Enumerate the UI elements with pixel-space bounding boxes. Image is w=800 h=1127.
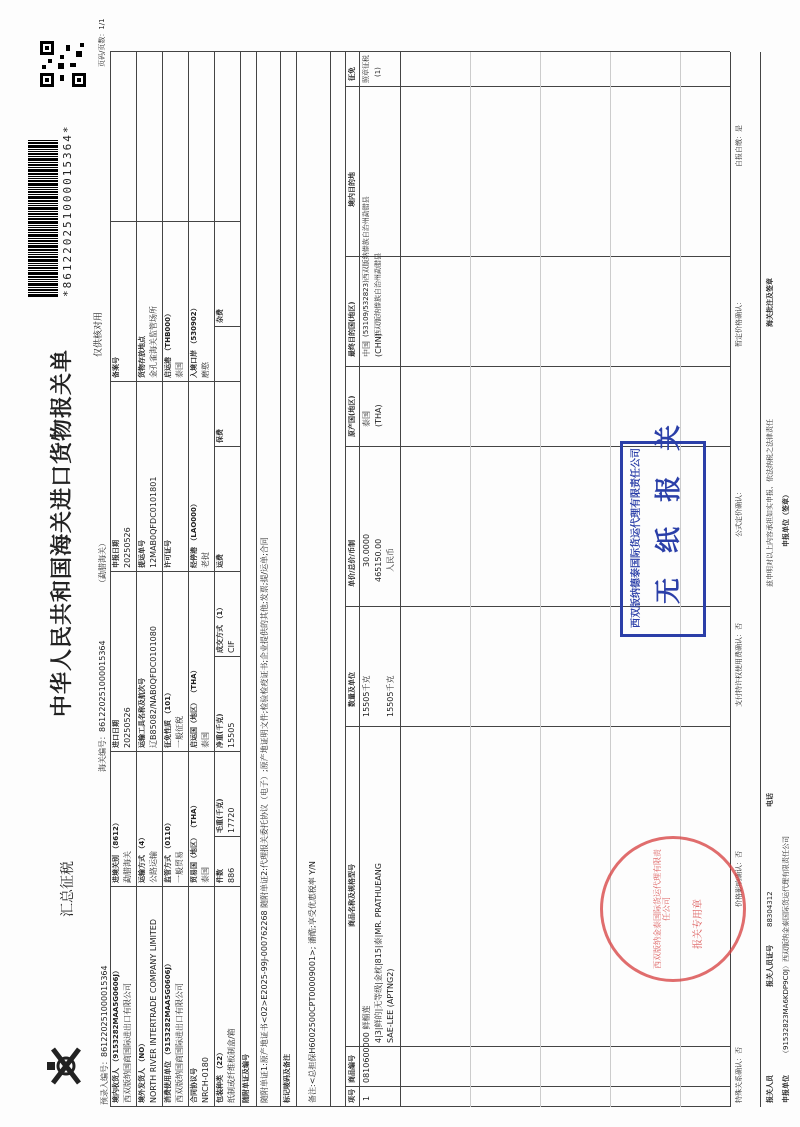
entry-customs-value: 勐腊海关 [123, 851, 132, 883]
unit-label: 申报单位 [782, 1075, 790, 1103]
goods-header-name: 商品名称及规格型号 [348, 864, 356, 927]
goods-item-total-price: 465150.00 [374, 538, 383, 582]
transport-name-label: 运输工具名称及航次号 [138, 678, 146, 748]
tax-confirm: 公式定价确认： [735, 488, 743, 537]
goods-header-code: 商品编号 [348, 1055, 356, 1083]
entry-port-label: 入境口岸 （530902） [190, 304, 198, 378]
goods-item-name-line2: SAE-LEE (APTNG2) [386, 968, 395, 1043]
company-seal: 西双版纳金泰国际货运代理有限责任公司 报关专用章 [600, 836, 746, 982]
pieces-value: 886 [227, 867, 236, 883]
contract-label: 合同协议号 [190, 1068, 198, 1103]
deal-label: 成交方式 （1） [216, 603, 224, 653]
filing-no-label: 备案号 [112, 357, 120, 378]
customs-emblem-icon [45, 1045, 87, 1087]
goods-item-levy: 照章征税 [362, 55, 370, 83]
goods-item-origin: 泰国 [362, 411, 371, 427]
goods-item-name-line1: 4|3|鲜的|无等级|金枕|815|泰|MR. PRATHUEANG [374, 863, 383, 1043]
departure-port-value: 泰国 [175, 362, 184, 378]
paperless-declaration-stamp: 西双版纳德泰国际货运代理有限责任公司 无 纸 报 关 [620, 441, 706, 637]
supervision-value: 一般贸易 [175, 851, 184, 883]
goods-header-qty: 数量及单位 [348, 672, 356, 707]
trade-country-label: 贸易国（地区） （THA） [190, 801, 198, 883]
goods-item-code: 0810600000 鲜榴莲 [362, 1005, 371, 1083]
insurance-label: 保费 [216, 429, 224, 443]
consumer-value: 西双版纳国商国际进出口有限公司 [175, 983, 184, 1103]
royalty: 支付特许权使用费确认：否 [735, 623, 743, 707]
declare-date-value: 20250526 [123, 527, 132, 568]
import-date-value: 20250526 [123, 707, 132, 748]
prerecord-number: 预录入编号：861220251000015364 [100, 965, 109, 1105]
customs-remark-label: 海关批注及签章 [766, 278, 774, 327]
goods-item-dest-code: (CHN) [374, 333, 383, 357]
seal-label: 申报单位（签章） [782, 491, 790, 547]
consignee-value: 西双版纳国商国际进出口有限公司 [123, 983, 132, 1103]
goods-header-price: 单价/总价/币制 [348, 539, 356, 587]
deal-value: CIF [227, 640, 236, 653]
shipper-value: NORTH RIVER INTERTRADE COMPANY LIMITED [149, 918, 158, 1103]
goods-item-domestic2: 西双版纳傣族自治州勐腊县 [374, 253, 382, 337]
goods-item-origin-code: (THA) [374, 404, 383, 427]
contract-value: NRCH-0180 [201, 1057, 210, 1103]
bill-no-label: 提运单号 [138, 540, 146, 568]
departure-port-label: 启运港 （THB000） [164, 309, 172, 378]
goods-item-unit-price: 30.0000 [362, 533, 371, 567]
permit-label: 许可证号 [164, 540, 172, 568]
freight-label: 运费 [216, 554, 224, 568]
net-label: 净重(千克) [216, 713, 224, 748]
declare-date-label: 申报日期 [112, 540, 120, 568]
goods-item-domestic: (53109/532823)西双版纳傣族自治州勐腊县 [362, 196, 370, 337]
transit-port-label: 经停港 （LAO000） [190, 500, 198, 568]
bill-no-value: 12MAB0QFDC0101801 [149, 476, 158, 568]
goods-header-dest: 最终目的国(地区) [348, 301, 356, 357]
gross-value: 17720 [227, 807, 236, 833]
declarant-label: 报关人员 [766, 1075, 774, 1103]
goods-header-origin: 原产国(地区) [348, 395, 356, 437]
goods-item-qty2: 15505千克 [386, 675, 395, 717]
summary-tax-label: 汇总征税 [60, 861, 76, 917]
docs-value: 随附单证1:原产地证书<02>E2025-99J-000762268 随附单证2:代理报关委托协议（电子）;原产地证明文件;检验检疫证书;企业提供的其他;发票;提/运单;合同 [260, 537, 269, 1103]
goods-header-no: 项号 [348, 1089, 356, 1103]
transport-name-value: 辽B85082/NAB0QFDC0101080 [149, 626, 158, 748]
supervision-label: 监管方式 （0110） [164, 819, 172, 883]
package-value: 纸制或纤维板制盒/箱 [227, 1028, 236, 1103]
statement: 兹申明对以上内容承担如实申报、依法纳税之法律责任 [766, 419, 774, 587]
transport-mode-label: 运输方式 （4） [138, 833, 146, 883]
origin-country-value: 泰国 [201, 732, 210, 748]
provisional: 暂定价格确认： [735, 298, 743, 347]
levy-label: 征免性质 （101） [164, 688, 172, 748]
misc-label: 杂费 [216, 309, 224, 323]
special-relation: 特殊关系确认：否 [735, 1047, 743, 1103]
goods-item-currency: 人民币 [386, 548, 395, 572]
entry-customs-label: 进境关别 （8612） [112, 819, 120, 883]
declarant-code-value: 88304312 [766, 891, 774, 927]
phone-label: 电话 [766, 793, 774, 807]
consumer-label: 消费使用单位 （9153282MAA5G0606J） [164, 959, 172, 1103]
gross-label: 毛重(千克) [216, 798, 224, 833]
marks-label: 标记唛码及备注 [283, 1054, 291, 1103]
shipper-label: 境外发货人 （NO） [138, 1039, 146, 1103]
storage-label: 货物存放地点 [138, 336, 146, 378]
unit-value: （91532823MA6KDP9C0J）西双版纳金泰国际货运代理有限责任公司 [782, 836, 790, 1057]
storage-value: 金孔雀海关监管场所 [149, 306, 158, 378]
goods-item-dest: 中国 [362, 341, 371, 357]
usage-note: 仅供核对用 [94, 311, 104, 357]
origin-country-label: 启运国（地区） （THA） [190, 666, 198, 748]
trade-country-value: 泰国 [201, 867, 210, 883]
marks-value: 备注:<总担保H6002500CPT00009001>; 潘酷;享受优惠税率 Y/N [308, 861, 317, 1103]
transit-port-value: 老挝 [201, 552, 210, 568]
consignee-label: 境内收货人 （9153282MAA5G0606J） [112, 966, 120, 1103]
goods-item-qty1: 15505千克 [362, 675, 371, 717]
docs-label: 随附单证及编号 [242, 1054, 250, 1103]
levy-value: 一般征税 [175, 716, 184, 748]
net-value: 15505 [227, 722, 236, 748]
pieces-label: 件数 [216, 869, 224, 883]
goods-header-domestic: 境内目的地 [348, 172, 356, 207]
goods-item-no: 1 [362, 1095, 371, 1101]
declarant-code-label: 报关人员证号 [766, 945, 774, 987]
goods-header-levy: 征免 [348, 67, 356, 81]
document-title: 中华人民共和国海关进口货物报关单 [49, 348, 75, 717]
barcode-text: *861220251000015364* [61, 124, 74, 297]
qr-code-icon [40, 41, 86, 87]
transport-mode-value: 公路运输 [149, 851, 158, 883]
import-date-label: 进口日期 [112, 720, 120, 748]
self-report: 自报自缴：是 [735, 125, 743, 167]
goods-item-levy-code: (1) [374, 67, 382, 77]
package-label: 包装种类 （22） [216, 1048, 224, 1103]
barcode-graphic [28, 139, 58, 297]
price-influence: 价格影响确认：否 [735, 851, 743, 907]
page-info: 页码/页数：1/1 [98, 18, 106, 67]
customs-office: （勐腊海关） [98, 539, 107, 587]
entry-port-value: 磨憨 [201, 362, 210, 378]
customs-number: 海关编号：861220251000015364 [98, 640, 107, 772]
